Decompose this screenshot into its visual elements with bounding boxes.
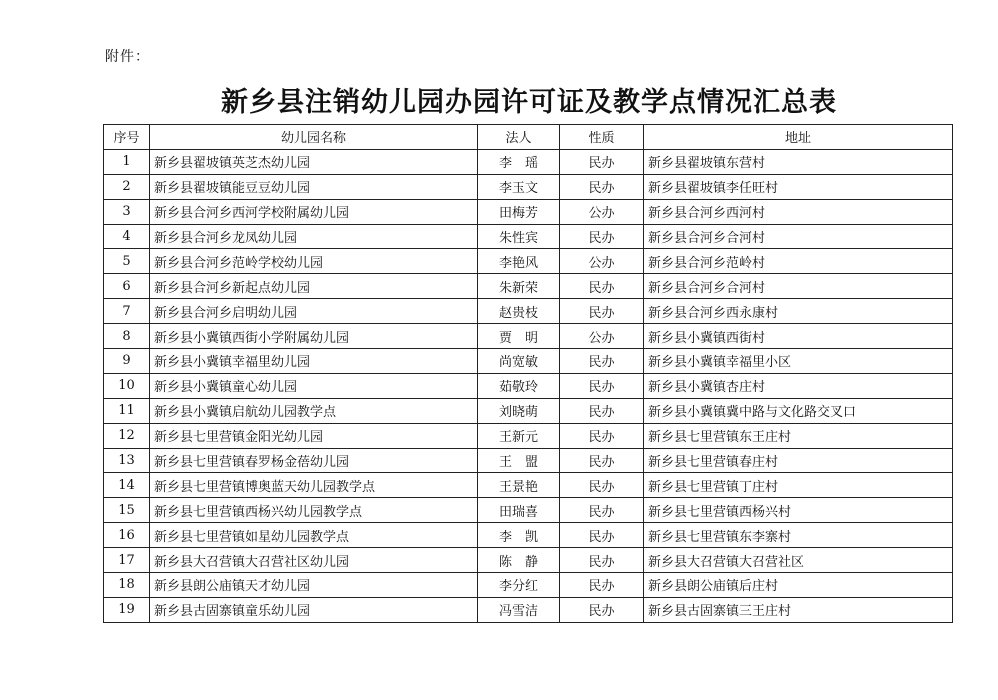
cell-name: 新乡县大召营镇大召营社区幼儿园 — [150, 548, 478, 573]
cell-name: 新乡县七里营镇金阳光幼儿园 — [150, 423, 478, 448]
cell-person: 尚宽敏 — [478, 349, 560, 374]
table-row — [104, 274, 953, 299]
table-row — [104, 373, 953, 398]
table-row — [104, 498, 953, 523]
cell-address: 新乡县七里营镇西杨兴村 — [644, 498, 953, 523]
cell-nature: 民办 — [560, 473, 644, 498]
attachment-label: 附件： — [105, 49, 150, 65]
cell-name: 新乡县小冀镇启航幼儿园教学点 — [150, 398, 478, 423]
table-header-row — [104, 125, 953, 150]
summary-table — [103, 124, 953, 623]
cell-person: 田梅芳 — [478, 199, 560, 224]
cell-address: 新乡县合河乡范岭村 — [644, 249, 953, 274]
table-row — [104, 423, 953, 448]
cell-person: 朱新荣 — [478, 274, 560, 299]
cell-address: 新乡县翟坡镇东营村 — [644, 149, 953, 174]
table-row — [104, 199, 953, 224]
cell-person: 李分红 — [478, 573, 560, 598]
cell-address: 新乡县小冀镇西街村 — [644, 324, 953, 349]
cell-address: 新乡县合河乡西河村 — [644, 199, 953, 224]
cell-no: 19 — [104, 597, 150, 622]
cell-no: 8 — [104, 324, 150, 349]
cell-nature: 民办 — [560, 349, 644, 374]
cell-no: 16 — [104, 523, 150, 548]
cell-nature: 民办 — [560, 149, 644, 174]
cell-no: 11 — [104, 398, 150, 423]
table-row — [104, 398, 953, 423]
cell-address: 新乡县小冀镇杏庄村 — [644, 373, 953, 398]
cell-name: 新乡县合河乡范岭学校幼儿园 — [150, 249, 478, 274]
cell-no: 6 — [104, 274, 150, 299]
cell-nature: 民办 — [560, 597, 644, 622]
cell-nature: 民办 — [560, 299, 644, 324]
table-row — [104, 149, 953, 174]
cell-no: 18 — [104, 573, 150, 598]
cell-no: 10 — [104, 373, 150, 398]
cell-person: 李玉文 — [478, 174, 560, 199]
cell-name: 新乡县古固寨镇童乐幼儿园 — [150, 597, 478, 622]
cell-nature: 民办 — [560, 573, 644, 598]
table-row — [104, 174, 953, 199]
cell-person: 王景艳 — [478, 473, 560, 498]
cell-nature: 民办 — [560, 373, 644, 398]
cell-nature: 民办 — [560, 274, 644, 299]
table-row — [104, 299, 953, 324]
cell-nature: 民办 — [560, 224, 644, 249]
cell-address: 新乡县古固寨镇三王庄村 — [644, 597, 953, 622]
cell-name: 新乡县小冀镇西街小学附属幼儿园 — [150, 324, 478, 349]
cell-address: 新乡县小冀镇冀中路与文化路交叉口 — [644, 398, 953, 423]
cell-nature: 民办 — [560, 398, 644, 423]
cell-address: 新乡县朗公庙镇后庄村 — [644, 573, 953, 598]
cell-name: 新乡县七里营镇西杨兴幼儿园教学点 — [150, 498, 478, 523]
cell-nature: 公办 — [560, 324, 644, 349]
cell-name: 新乡县七里营镇如星幼儿园教学点 — [150, 523, 478, 548]
cell-no: 5 — [104, 249, 150, 274]
header-person: 法人 — [478, 125, 560, 150]
cell-name: 新乡县七里营镇博奥蓝天幼儿园教学点 — [150, 473, 478, 498]
header-name: 幼儿园名称 — [150, 125, 478, 150]
cell-nature: 公办 — [560, 199, 644, 224]
cell-nature: 民办 — [560, 548, 644, 573]
cell-address: 新乡县合河乡西永康村 — [644, 299, 953, 324]
cell-address: 新乡县七里营镇丁庄村 — [644, 473, 953, 498]
cell-person: 朱性宾 — [478, 224, 560, 249]
cell-person: 王新元 — [478, 423, 560, 448]
table-row — [104, 573, 953, 598]
cell-name: 新乡县合河乡龙凤幼儿园 — [150, 224, 478, 249]
cell-no: 7 — [104, 299, 150, 324]
cell-address: 新乡县小冀镇幸福里小区 — [644, 349, 953, 374]
cell-nature: 民办 — [560, 498, 644, 523]
table-row — [104, 523, 953, 548]
cell-name: 新乡县七里营镇春罗杨金蓓幼儿园 — [150, 448, 478, 473]
table-row — [104, 249, 953, 274]
cell-address: 新乡县七里营镇春庄村 — [644, 448, 953, 473]
cell-name: 新乡县翟坡镇能豆豆幼儿园 — [150, 174, 478, 199]
cell-no: 4 — [104, 224, 150, 249]
cell-nature: 公办 — [560, 249, 644, 274]
cell-person: 贾 明 — [478, 324, 560, 349]
cell-name: 新乡县合河乡西河学校附属幼儿园 — [150, 199, 478, 224]
cell-person: 田瑞喜 — [478, 498, 560, 523]
cell-address: 新乡县大召营镇大召营社区 — [644, 548, 953, 573]
cell-person: 陈 静 — [478, 548, 560, 573]
header-nature: 性质 — [560, 125, 644, 150]
cell-name: 新乡县小冀镇幸福里幼儿园 — [150, 349, 478, 374]
header-no: 序号 — [104, 125, 150, 150]
table-row — [104, 324, 953, 349]
header-address: 地址 — [644, 125, 953, 150]
cell-person: 冯雪洁 — [478, 597, 560, 622]
cell-no: 2 — [104, 174, 150, 199]
cell-name: 新乡县合河乡启明幼儿园 — [150, 299, 478, 324]
table-row — [104, 597, 953, 622]
table-row — [104, 224, 953, 249]
cell-name: 新乡县小冀镇童心幼儿园 — [150, 373, 478, 398]
cell-no: 9 — [104, 349, 150, 374]
cell-person: 李 凯 — [478, 523, 560, 548]
table-row — [104, 448, 953, 473]
cell-nature: 民办 — [560, 523, 644, 548]
cell-no: 1 — [104, 149, 150, 174]
cell-nature: 民办 — [560, 174, 644, 199]
cell-no: 15 — [104, 498, 150, 523]
cell-address: 新乡县七里营镇东王庄村 — [644, 423, 953, 448]
cell-person: 李艳风 — [478, 249, 560, 274]
cell-no: 3 — [104, 199, 150, 224]
cell-nature: 民办 — [560, 448, 644, 473]
cell-name: 新乡县翟坡镇英芝杰幼儿园 — [150, 149, 478, 174]
cell-address: 新乡县合河乡合河村 — [644, 274, 953, 299]
cell-address: 新乡县翟坡镇李任旺村 — [644, 174, 953, 199]
cell-no: 12 — [104, 423, 150, 448]
cell-nature: 民办 — [560, 423, 644, 448]
cell-address: 新乡县七里营镇东李寨村 — [644, 523, 953, 548]
cell-no: 17 — [104, 548, 150, 573]
table-body — [104, 149, 953, 622]
cell-person: 茹敬玲 — [478, 373, 560, 398]
table-row — [104, 473, 953, 498]
table-row — [104, 548, 953, 573]
cell-person: 赵贵枝 — [478, 299, 560, 324]
cell-person: 李 瑶 — [478, 149, 560, 174]
cell-person: 王 盟 — [478, 448, 560, 473]
document-title: 新乡县注销幼儿园办园许可证及教学点情况汇总表 — [221, 87, 837, 118]
cell-no: 14 — [104, 473, 150, 498]
cell-no: 13 — [104, 448, 150, 473]
cell-name: 新乡县朗公庙镇天才幼儿园 — [150, 573, 478, 598]
cell-person: 刘晓萌 — [478, 398, 560, 423]
table-row — [104, 349, 953, 374]
cell-name: 新乡县合河乡新起点幼儿园 — [150, 274, 478, 299]
cell-address: 新乡县合河乡合河村 — [644, 224, 953, 249]
